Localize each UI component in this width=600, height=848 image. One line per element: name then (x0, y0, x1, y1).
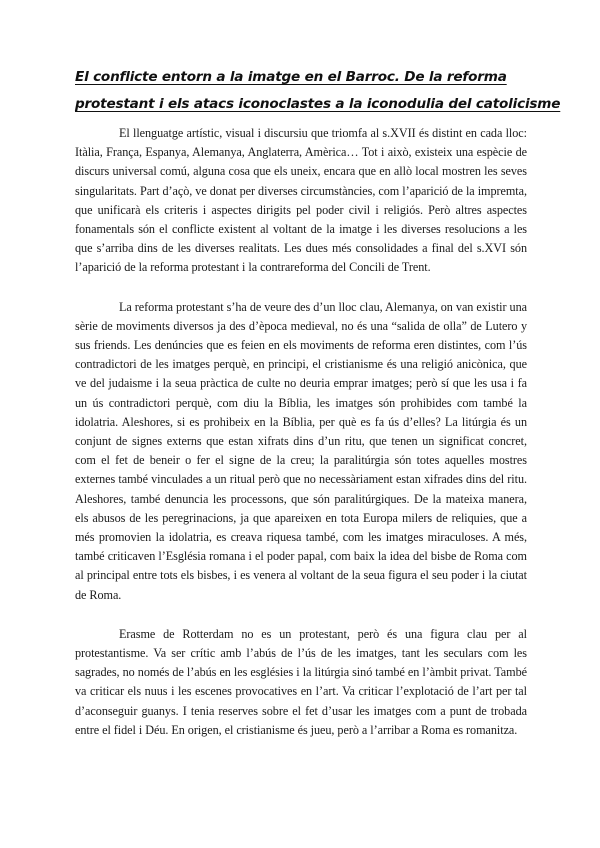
title-line-2: protestant i els atacs iconoclastes a la iconodulia del catolicisme (75, 96, 561, 112)
title-line-1: El conflicte entorn a la imatge en el Barroc. De la reforma (75, 69, 507, 85)
document-page (75, 64, 561, 760)
paragraph-2: La reforma protestant s’ha de veure des d’un lloc clau, Alemanya, on van existir una sèrie de moviments diversos ja des d’època medieval, no és una “salida de olla” de Lutero y sus friends. Les denúncies que es feien en els moviments de reforma eren distintes, com l’ús contradictori de les imatges perquè, en principi, el cristianisme és una religió anicònica, que ve del judaisme i la seua pràctica de culte no deuria emprar imatges; però sí que les usa i fa un ús contradictori perquè, com diu la Bíblia, les imatges són prohibides com també la idolatria. Aleshores, si es prohibeix en la Bíblia, per què es fa ús d’elles? La litúrgia és un conjunt de signes externs que estan xifrats dins d’un ritu, que tenen un significat concret, com el fet de beneir o fer el signe de la creu; la paralitúrgia són totes aquelles mostres externes també vinculades a un ritual però que no necessàriament estan xifrades dins del ritu. Aleshores, també denuncia les processons, que són paralitúrgiques. De la mateixa manera, els abusos de les peregrinacions, ja que apareixen en tota Europa milers de reliquies, que a més promovien la idolatria, es creava riquesa també, com les imatges miraculoses. A més, també criticaven l’Església romana i el poder papal, com baix la idea del bisbe de Roma com al principal entre tots els bisbes, i es venera al voltant de la seua figura el seu poder i la ciutat de Roma. (75, 299, 527, 602)
paragraph-1: El llenguatge artístic, visual i discursiu que triomfa al s.XVII és distint en cada lloc: Itàlia, França, Espanya, Alemanya, Anglaterra, Amèrica… Tot i això, existeix una espècie de discurs universal comú, alguna cosa que els uneix, encara que en allò local mostren les seves singularitats. Part d’açò, ve donat per diverses circumstàncies, com l’aparició de la impremta, que unificarà els criteris i aspectes dirigits pel poder civil i religiós. Però altres aspectes fonamentals són el conflicte existent al voltant de la imatge i les diverses resolucions a les que s’arriba dins de les diverses realitats. Les dues més consolidades a final del s.XVI són l’aparició de la reforma protestant i la contrareforma del Concili de Trent. (75, 126, 527, 275)
document-title (75, 64, 561, 118)
paragraph-3: Erasme de Rotterdam no es un protestant, però és una figura clau per al protestantisme. Va ser crític amb l’abús de l’ús de les imatges, tant les seculars com les sagrades, no només de l’abús en les esglésies i la litúrgia sinó també en l’àmbit privat. També va criticar els nuus i les escenes provocatives en l’art. Va criticar l’explotació de l’art per tal d’aconseguir guanys. I tenia reserves sobre el fet d’usar les imatges com a punt de trobada entre el fidel i Déu. En origen, el cristianisme és jueu, però a l’arribar a Roma es romanitza. (75, 626, 527, 737)
